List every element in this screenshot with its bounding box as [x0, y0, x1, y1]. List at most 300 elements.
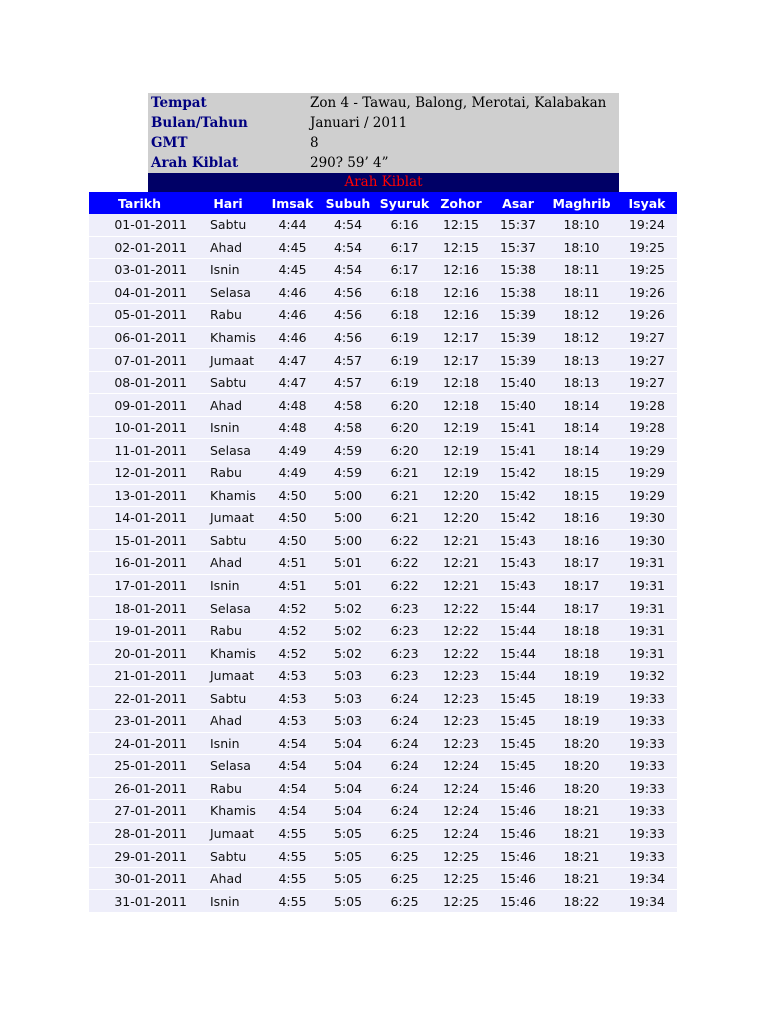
- maghrib-cell: 18:11: [546, 281, 617, 304]
- header-isyak: Isyak: [617, 192, 677, 214]
- maghrib-cell: 18:19: [546, 664, 617, 687]
- syuruk-cell: 6:24: [377, 777, 432, 800]
- subuh-cell: 4:58: [319, 394, 377, 417]
- subuh-cell: 4:56: [319, 326, 377, 349]
- imsak-cell: 4:50: [266, 529, 319, 552]
- maghrib-cell: 18:20: [546, 755, 617, 778]
- asar-cell: 15:40: [490, 371, 546, 394]
- asar-cell: 15:46: [490, 777, 546, 800]
- table-row: [89, 867, 677, 890]
- subuh-cell: 5:04: [319, 755, 377, 778]
- syuruk-cell: 6:16: [377, 214, 432, 236]
- table-row: [89, 214, 677, 236]
- isyak-cell: 19:29: [617, 484, 677, 507]
- syuruk-cell: 6:19: [377, 326, 432, 349]
- table-row: [89, 574, 677, 597]
- asar-cell: 15:46: [490, 800, 546, 823]
- imsak-cell: 4:51: [266, 552, 319, 575]
- syuruk-cell: 6:18: [377, 304, 432, 327]
- zohor-cell: 12:19: [432, 439, 490, 462]
- isyak-cell: 19:27: [617, 349, 677, 372]
- maghrib-cell: 18:12: [546, 326, 617, 349]
- imsak-cell: 4:45: [266, 259, 319, 282]
- asar-cell: 15:45: [490, 755, 546, 778]
- table-row: [89, 777, 677, 800]
- imsak-cell: 4:52: [266, 597, 319, 620]
- zohor-cell: 12:24: [432, 822, 490, 845]
- imsak-cell: 4:48: [266, 416, 319, 439]
- day-cell: Isnin: [190, 416, 266, 439]
- maghrib-cell: 18:15: [546, 484, 617, 507]
- isyak-cell: 19:34: [617, 890, 677, 913]
- isyak-cell: 19:28: [617, 416, 677, 439]
- zohor-cell: 12:15: [432, 214, 490, 236]
- day-cell: Selasa: [190, 597, 266, 620]
- header-imsak: Imsak: [266, 192, 319, 214]
- zohor-cell: 12:23: [432, 687, 490, 710]
- subuh-cell: 5:05: [319, 890, 377, 913]
- day-cell: Rabu: [190, 462, 266, 485]
- day-cell: Selasa: [190, 439, 266, 462]
- day-cell: Rabu: [190, 777, 266, 800]
- date-cell: 19-01-2011: [89, 619, 190, 642]
- zohor-cell: 12:22: [432, 597, 490, 620]
- header-subuh: Subuh: [319, 192, 377, 214]
- zohor-cell: 12:20: [432, 507, 490, 530]
- isyak-cell: 19:27: [617, 326, 677, 349]
- table-row: [89, 755, 677, 778]
- zohor-cell: 12:16: [432, 281, 490, 304]
- date-cell: 30-01-2011: [89, 867, 190, 890]
- info-value: Zon 4 - Tawau, Balong, Merotai, Kalabakan: [310, 95, 607, 111]
- info-row-gmt: [148, 133, 619, 153]
- asar-cell: 15:38: [490, 281, 546, 304]
- subuh-cell: 4:56: [319, 304, 377, 327]
- asar-cell: 15:41: [490, 439, 546, 462]
- zohor-cell: 12:18: [432, 394, 490, 417]
- zohor-cell: 12:23: [432, 732, 490, 755]
- day-cell: Jumaat: [190, 664, 266, 687]
- syuruk-cell: 6:24: [377, 732, 432, 755]
- table-row: [89, 552, 677, 575]
- imsak-cell: 4:54: [266, 777, 319, 800]
- asar-cell: 15:42: [490, 484, 546, 507]
- maghrib-cell: 18:18: [546, 619, 617, 642]
- asar-cell: 15:39: [490, 304, 546, 327]
- zohor-cell: 12:19: [432, 416, 490, 439]
- date-cell: 21-01-2011: [89, 664, 190, 687]
- table-row: [89, 507, 677, 530]
- info-value: 290? 59’ 4”: [310, 155, 389, 171]
- day-cell: Rabu: [190, 619, 266, 642]
- syuruk-cell: 6:24: [377, 687, 432, 710]
- asar-cell: 15:46: [490, 867, 546, 890]
- asar-cell: 15:46: [490, 845, 546, 868]
- table-row: [89, 597, 677, 620]
- imsak-cell: 4:55: [266, 845, 319, 868]
- maghrib-cell: 18:16: [546, 507, 617, 530]
- isyak-cell: 19:30: [617, 507, 677, 530]
- table-row: [89, 371, 677, 394]
- maghrib-cell: 18:17: [546, 597, 617, 620]
- location-info-panel: [148, 93, 619, 173]
- day-cell: Khamis: [190, 484, 266, 507]
- date-cell: 14-01-2011: [89, 507, 190, 530]
- info-row-arah-kiblat: [148, 153, 619, 173]
- zohor-cell: 12:17: [432, 326, 490, 349]
- date-cell: 01-01-2011: [89, 214, 190, 236]
- subuh-cell: 5:00: [319, 484, 377, 507]
- imsak-cell: 4:55: [266, 867, 319, 890]
- info-row-tempat: [148, 93, 619, 113]
- day-cell: Sabtu: [190, 529, 266, 552]
- syuruk-cell: 6:20: [377, 416, 432, 439]
- date-cell: 03-01-2011: [89, 259, 190, 282]
- table-row: [89, 326, 677, 349]
- day-cell: Sabtu: [190, 687, 266, 710]
- subuh-cell: 5:03: [319, 710, 377, 733]
- day-cell: Ahad: [190, 236, 266, 259]
- imsak-cell: 4:46: [266, 281, 319, 304]
- maghrib-cell: 18:14: [546, 439, 617, 462]
- table-row: [89, 236, 677, 259]
- subuh-cell: 5:03: [319, 687, 377, 710]
- table-row: [89, 416, 677, 439]
- subuh-cell: 5:01: [319, 552, 377, 575]
- imsak-cell: 4:46: [266, 326, 319, 349]
- date-cell: 28-01-2011: [89, 822, 190, 845]
- imsak-cell: 4:48: [266, 394, 319, 417]
- day-cell: Jumaat: [190, 507, 266, 530]
- subuh-cell: 5:04: [319, 732, 377, 755]
- table-row: [89, 619, 677, 642]
- info-label: Bulan/Tahun: [151, 115, 248, 131]
- date-cell: 09-01-2011: [89, 394, 190, 417]
- isyak-cell: 19:33: [617, 710, 677, 733]
- imsak-cell: 4:55: [266, 822, 319, 845]
- day-cell: Rabu: [190, 304, 266, 327]
- day-cell: Isnin: [190, 259, 266, 282]
- asar-cell: 15:43: [490, 552, 546, 575]
- subuh-cell: 5:05: [319, 845, 377, 868]
- maghrib-cell: 18:20: [546, 777, 617, 800]
- imsak-cell: 4:50: [266, 484, 319, 507]
- zohor-cell: 12:21: [432, 552, 490, 575]
- isyak-cell: 19:31: [617, 642, 677, 665]
- asar-cell: 15:45: [490, 732, 546, 755]
- header-hari: Hari: [190, 192, 266, 214]
- date-cell: 10-01-2011: [89, 416, 190, 439]
- isyak-cell: 19:24: [617, 214, 677, 236]
- zohor-cell: 12:22: [432, 619, 490, 642]
- syuruk-cell: 6:21: [377, 507, 432, 530]
- asar-cell: 15:44: [490, 597, 546, 620]
- table-row: [89, 349, 677, 372]
- table-row: [89, 687, 677, 710]
- asar-cell: 15:40: [490, 394, 546, 417]
- info-label: GMT: [151, 135, 188, 151]
- zohor-cell: 12:24: [432, 777, 490, 800]
- syuruk-cell: 6:23: [377, 619, 432, 642]
- asar-cell: 15:39: [490, 349, 546, 372]
- date-cell: 31-01-2011: [89, 890, 190, 913]
- day-cell: Ahad: [190, 867, 266, 890]
- syuruk-cell: 6:22: [377, 552, 432, 575]
- date-cell: 07-01-2011: [89, 349, 190, 372]
- syuruk-cell: 6:21: [377, 484, 432, 507]
- imsak-cell: 4:47: [266, 349, 319, 372]
- isyak-cell: 19:33: [617, 755, 677, 778]
- imsak-cell: 4:55: [266, 890, 319, 913]
- syuruk-cell: 6:22: [377, 574, 432, 597]
- syuruk-cell: 6:21: [377, 462, 432, 485]
- date-cell: 06-01-2011: [89, 326, 190, 349]
- maghrib-cell: 18:10: [546, 236, 617, 259]
- isyak-cell: 19:29: [617, 439, 677, 462]
- imsak-cell: 4:54: [266, 732, 319, 755]
- asar-cell: 15:43: [490, 529, 546, 552]
- syuruk-cell: 6:23: [377, 664, 432, 687]
- day-cell: Selasa: [190, 281, 266, 304]
- zohor-cell: 12:17: [432, 349, 490, 372]
- imsak-cell: 4:54: [266, 755, 319, 778]
- subuh-cell: 4:59: [319, 439, 377, 462]
- kiblat-banner: Arah Kiblat: [148, 173, 619, 192]
- date-cell: 17-01-2011: [89, 574, 190, 597]
- info-label: Tempat: [151, 95, 207, 111]
- date-cell: 11-01-2011: [89, 439, 190, 462]
- isyak-cell: 19:31: [617, 552, 677, 575]
- date-cell: 23-01-2011: [89, 710, 190, 733]
- day-cell: Khamis: [190, 800, 266, 823]
- table-row: [89, 822, 677, 845]
- syuruk-cell: 6:20: [377, 394, 432, 417]
- table-row: [89, 800, 677, 823]
- syuruk-cell: 6:20: [377, 439, 432, 462]
- isyak-cell: 19:25: [617, 259, 677, 282]
- imsak-cell: 4:50: [266, 507, 319, 530]
- date-cell: 12-01-2011: [89, 462, 190, 485]
- date-cell: 25-01-2011: [89, 755, 190, 778]
- maghrib-cell: 18:19: [546, 710, 617, 733]
- info-value: Januari / 2011: [310, 115, 408, 131]
- table-row: [89, 394, 677, 417]
- asar-cell: 15:45: [490, 710, 546, 733]
- maghrib-cell: 18:21: [546, 822, 617, 845]
- subuh-cell: 5:02: [319, 619, 377, 642]
- isyak-cell: 19:26: [617, 304, 677, 327]
- maghrib-cell: 18:19: [546, 687, 617, 710]
- table-row: [89, 642, 677, 665]
- date-cell: 05-01-2011: [89, 304, 190, 327]
- syuruk-cell: 6:24: [377, 800, 432, 823]
- isyak-cell: 19:28: [617, 394, 677, 417]
- date-cell: 29-01-2011: [89, 845, 190, 868]
- maghrib-cell: 18:14: [546, 394, 617, 417]
- imsak-cell: 4:52: [266, 619, 319, 642]
- zohor-cell: 12:24: [432, 800, 490, 823]
- subuh-cell: 5:00: [319, 529, 377, 552]
- subuh-cell: 4:56: [319, 281, 377, 304]
- maghrib-cell: 18:10: [546, 214, 617, 236]
- maghrib-cell: 18:21: [546, 845, 617, 868]
- header-tarikh: Tarikh: [89, 192, 190, 214]
- day-cell: Ahad: [190, 394, 266, 417]
- zohor-cell: 12:25: [432, 890, 490, 913]
- syuruk-cell: 6:18: [377, 281, 432, 304]
- asar-cell: 15:37: [490, 214, 546, 236]
- day-cell: Sabtu: [190, 845, 266, 868]
- syuruk-cell: 6:23: [377, 642, 432, 665]
- imsak-cell: 4:53: [266, 687, 319, 710]
- zohor-cell: 12:23: [432, 710, 490, 733]
- day-cell: Sabtu: [190, 214, 266, 236]
- day-cell: Isnin: [190, 732, 266, 755]
- isyak-cell: 19:33: [617, 822, 677, 845]
- syuruk-cell: 6:19: [377, 349, 432, 372]
- zohor-cell: 12:16: [432, 304, 490, 327]
- asar-cell: 15:42: [490, 462, 546, 485]
- date-cell: 08-01-2011: [89, 371, 190, 394]
- date-cell: 02-01-2011: [89, 236, 190, 259]
- isyak-cell: 19:25: [617, 236, 677, 259]
- syuruk-cell: 6:25: [377, 822, 432, 845]
- isyak-cell: 19:30: [617, 529, 677, 552]
- zohor-cell: 12:20: [432, 484, 490, 507]
- maghrib-cell: 18:18: [546, 642, 617, 665]
- maghrib-cell: 18:14: [546, 416, 617, 439]
- date-cell: 04-01-2011: [89, 281, 190, 304]
- subuh-cell: 5:03: [319, 664, 377, 687]
- table-row: [89, 484, 677, 507]
- table-row: [89, 664, 677, 687]
- day-cell: Jumaat: [190, 349, 266, 372]
- table-row: [89, 529, 677, 552]
- zohor-cell: 12:21: [432, 574, 490, 597]
- subuh-cell: 5:02: [319, 597, 377, 620]
- table-body: [89, 214, 677, 912]
- date-cell: 13-01-2011: [89, 484, 190, 507]
- maghrib-cell: 18:17: [546, 552, 617, 575]
- zohor-cell: 12:22: [432, 642, 490, 665]
- zohor-cell: 12:25: [432, 845, 490, 868]
- subuh-cell: 5:04: [319, 800, 377, 823]
- subuh-cell: 5:01: [319, 574, 377, 597]
- date-cell: 22-01-2011: [89, 687, 190, 710]
- imsak-cell: 4:49: [266, 462, 319, 485]
- imsak-cell: 4:46: [266, 304, 319, 327]
- day-cell: Jumaat: [190, 822, 266, 845]
- zohor-cell: 12:24: [432, 755, 490, 778]
- subuh-cell: 4:54: [319, 236, 377, 259]
- subuh-cell: 4:59: [319, 462, 377, 485]
- imsak-cell: 4:44: [266, 214, 319, 236]
- isyak-cell: 19:31: [617, 619, 677, 642]
- table-row: [89, 890, 677, 913]
- date-cell: 20-01-2011: [89, 642, 190, 665]
- header-zohor: Zohor: [432, 192, 490, 214]
- zohor-cell: 12:23: [432, 664, 490, 687]
- day-cell: Ahad: [190, 552, 266, 575]
- table-row: [89, 462, 677, 485]
- imsak-cell: 4:47: [266, 371, 319, 394]
- subuh-cell: 4:54: [319, 259, 377, 282]
- table-row: [89, 304, 677, 327]
- syuruk-cell: 6:17: [377, 259, 432, 282]
- isyak-cell: 19:33: [617, 845, 677, 868]
- subuh-cell: 4:58: [319, 416, 377, 439]
- imsak-cell: 4:53: [266, 710, 319, 733]
- imsak-cell: 4:51: [266, 574, 319, 597]
- table-row: [89, 845, 677, 868]
- subuh-cell: 5:05: [319, 867, 377, 890]
- day-cell: Khamis: [190, 642, 266, 665]
- isyak-cell: 19:32: [617, 664, 677, 687]
- date-cell: 16-01-2011: [89, 552, 190, 575]
- maghrib-cell: 18:11: [546, 259, 617, 282]
- isyak-cell: 19:33: [617, 687, 677, 710]
- date-cell: 24-01-2011: [89, 732, 190, 755]
- subuh-cell: 4:57: [319, 349, 377, 372]
- isyak-cell: 19:31: [617, 597, 677, 620]
- syuruk-cell: 6:24: [377, 710, 432, 733]
- maghrib-cell: 18:22: [546, 890, 617, 913]
- syuruk-cell: 6:23: [377, 597, 432, 620]
- info-value: 8: [310, 135, 319, 151]
- asar-cell: 15:44: [490, 619, 546, 642]
- maghrib-cell: 18:21: [546, 800, 617, 823]
- info-label: Arah Kiblat: [151, 155, 239, 171]
- maghrib-cell: 18:16: [546, 529, 617, 552]
- zohor-cell: 12:15: [432, 236, 490, 259]
- subuh-cell: 5:00: [319, 507, 377, 530]
- date-cell: 15-01-2011: [89, 529, 190, 552]
- syuruk-cell: 6:19: [377, 371, 432, 394]
- subuh-cell: 5:05: [319, 822, 377, 845]
- table-header-row: [89, 192, 677, 214]
- maghrib-cell: 18:17: [546, 574, 617, 597]
- imsak-cell: 4:52: [266, 642, 319, 665]
- date-cell: 27-01-2011: [89, 800, 190, 823]
- table-row: [89, 439, 677, 462]
- subuh-cell: 4:54: [319, 214, 377, 236]
- maghrib-cell: 18:20: [546, 732, 617, 755]
- header-asar: Asar: [490, 192, 546, 214]
- asar-cell: 15:38: [490, 259, 546, 282]
- maghrib-cell: 18:12: [546, 304, 617, 327]
- asar-cell: 15:44: [490, 642, 546, 665]
- day-cell: Sabtu: [190, 371, 266, 394]
- syuruk-cell: 6:24: [377, 755, 432, 778]
- subuh-cell: 5:02: [319, 642, 377, 665]
- syuruk-cell: 6:25: [377, 890, 432, 913]
- isyak-cell: 19:33: [617, 777, 677, 800]
- isyak-cell: 19:33: [617, 800, 677, 823]
- isyak-cell: 19:27: [617, 371, 677, 394]
- syuruk-cell: 6:25: [377, 867, 432, 890]
- isyak-cell: 19:33: [617, 732, 677, 755]
- prayer-times-table: [89, 192, 677, 913]
- table-row: [89, 281, 677, 304]
- zohor-cell: 12:16: [432, 259, 490, 282]
- table-row: [89, 732, 677, 755]
- asar-cell: 15:46: [490, 890, 546, 913]
- asar-cell: 15:37: [490, 236, 546, 259]
- asar-cell: 15:39: [490, 326, 546, 349]
- table-row: [89, 259, 677, 282]
- day-cell: Isnin: [190, 574, 266, 597]
- zohor-cell: 12:21: [432, 529, 490, 552]
